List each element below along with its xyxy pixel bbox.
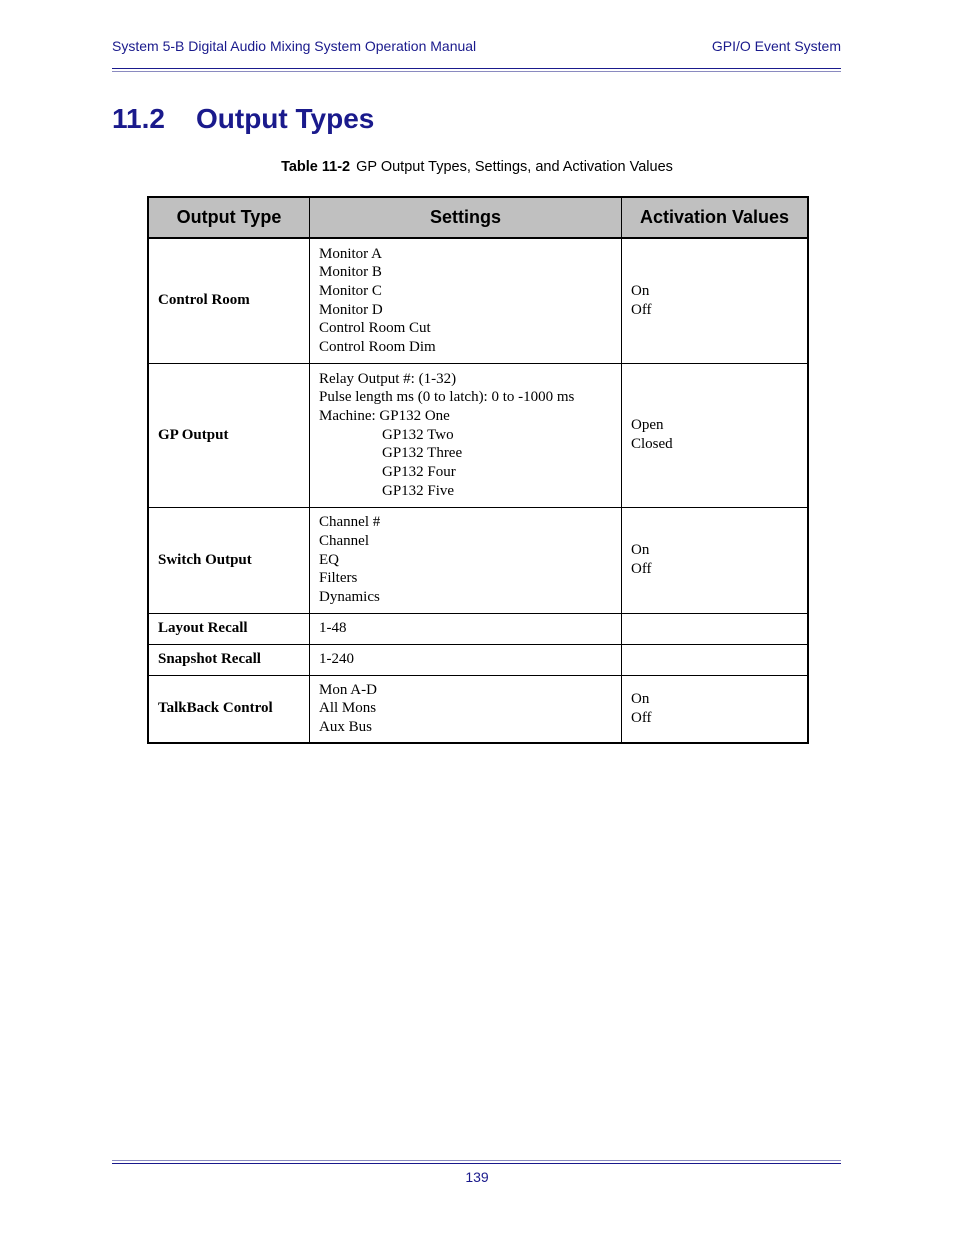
settings-line: Control Room Cut <box>319 320 431 337</box>
column-header-output-type: Output Type <box>148 197 310 238</box>
settings-line: Machine: GP132 One <box>319 407 450 424</box>
column-header-settings: Settings <box>310 197 622 238</box>
table-row <box>148 675 808 743</box>
settings-line: 1-240 <box>319 651 354 668</box>
section-number: 11.2 <box>112 103 165 134</box>
table-row <box>148 238 808 363</box>
settings-line: GP132 Two <box>382 426 454 443</box>
settings-line: EQ <box>319 551 339 568</box>
settings-line: 1-48 <box>319 620 347 637</box>
settings-line: Monitor C <box>319 283 382 300</box>
settings-line: Monitor D <box>319 301 383 318</box>
output-type-cell: Layout Recall <box>148 613 310 644</box>
settings-line: Dynamics <box>319 589 380 606</box>
activation-values-cell <box>622 613 809 644</box>
running-header-chapter: GPI/O Event System <box>711 38 841 54</box>
settings-line: Filters <box>319 570 358 587</box>
table-header-row <box>148 197 808 238</box>
table-caption-label: Table 11-2 <box>281 159 351 175</box>
settings-cell <box>310 675 622 743</box>
activation-value: Off <box>631 301 652 318</box>
activation-values-cell <box>622 238 809 363</box>
settings-cell <box>310 613 622 644</box>
settings-line: Monitor B <box>319 264 382 281</box>
header-rule-secondary <box>112 71 841 72</box>
settings-line: Monitor A <box>319 245 382 262</box>
running-header-title: System 5-B Digital Audio Mixing System Operation Manual <box>112 38 477 54</box>
output-type-cell: GP Output <box>148 363 310 507</box>
settings-line: GP132 Five <box>382 482 455 499</box>
section-heading <box>112 103 374 135</box>
activation-values-cell <box>622 675 809 743</box>
output-type-cell: Snapshot Recall <box>148 644 310 675</box>
settings-line: Aux Bus <box>319 719 372 736</box>
settings-line: Relay Output #: (1-32) <box>319 370 457 387</box>
table-row <box>148 363 808 507</box>
activation-value: On <box>631 283 650 300</box>
settings-line: All Mons <box>319 700 377 717</box>
footer-rule <box>112 1163 841 1164</box>
activation-value: Off <box>631 709 652 726</box>
footer-rule-secondary <box>112 1160 841 1161</box>
table-caption-text: GP Output Types, Settings, and Activation Values <box>356 159 673 175</box>
settings-line: Channel <box>319 532 369 549</box>
table-row <box>148 507 808 613</box>
activation-value: Open <box>631 417 664 434</box>
output-type-cell: TalkBack Control <box>148 675 310 743</box>
settings-cell <box>310 238 622 363</box>
table-row <box>148 644 808 675</box>
table-caption <box>0 159 954 175</box>
settings-line: Mon A-D <box>319 681 377 698</box>
settings-line: Channel # <box>319 514 381 531</box>
output-type-cell: Switch Output <box>148 507 310 613</box>
section-title: Output Types <box>196 103 375 134</box>
settings-line: Control Room Dim <box>319 339 436 356</box>
activation-values-cell <box>622 363 809 507</box>
activation-value: Closed <box>631 436 673 452</box>
activation-value: Off <box>631 561 652 577</box>
table-row <box>148 613 808 644</box>
settings-line: GP132 Three <box>382 445 463 462</box>
activation-values-cell <box>622 644 809 675</box>
settings-cell <box>310 644 622 675</box>
settings-cell <box>310 507 622 613</box>
activation-values-cell <box>622 507 809 613</box>
header-rule <box>112 68 841 69</box>
page-number: 139 <box>465 1169 489 1185</box>
column-header-activation-values: Activation Values <box>622 197 809 238</box>
output-types-table <box>147 196 809 744</box>
settings-line: GP132 Four <box>382 464 456 481</box>
output-type-cell: Control Room <box>148 238 310 363</box>
settings-cell <box>310 363 622 507</box>
activation-value: On <box>631 542 650 559</box>
activation-value: On <box>631 691 650 708</box>
settings-line: Pulse length ms (0 to latch): 0 to -1000 ms <box>319 389 575 406</box>
